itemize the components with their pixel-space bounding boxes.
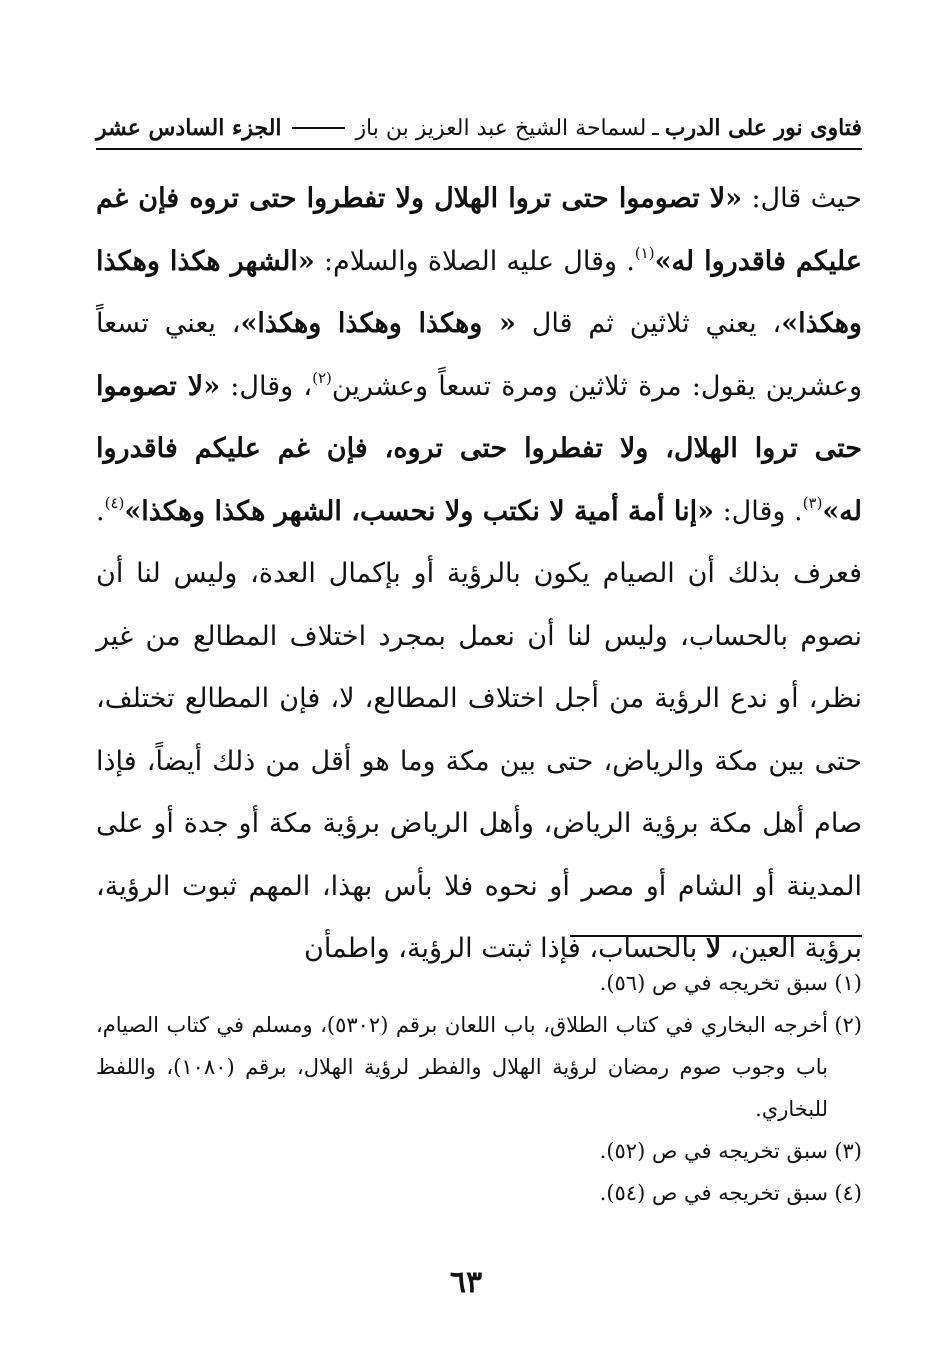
- footnote-separator: [570, 935, 862, 937]
- text-segment: ، يعني ثلاثين ثم قال: [515, 308, 782, 339]
- volume-part: الجزء السادس عشر: [96, 115, 282, 141]
- text-segment: . فعرف بذلك أن الصيام يكون بالرؤية أو بإكمال العدة، وليس لنا أن نصوم بالحساب، وليس لنا أن نعمل بمجرد اختلاف المطالع من غير نظر، أو ندع الرؤية من أجل اختلاف المطالع، لا، فإن المطالع تختلف، حتى بين مكة والرياض، حتى بين مكة وما هو أقل من ذلك أيضاً، فإذا صام أهل مكة برؤية الرياض، وأهل الرياض برؤية مكة أو جدة أو على المدينة أو الشام أو مصر أو نحوه فلا بأس بهذا، المهم ثبوت الرؤية، برؤية العين،: [95, 495, 862, 964]
- text-segment: ، يعني تسعاً وعشرين يقول: مرة ثلاثين ومرة تسعاً وعشرين: [96, 308, 863, 402]
- hadith-quote: «الشهر هكذا وهكذا وهكذا»: [96, 245, 862, 339]
- footnote-number: (٤): [834, 1181, 862, 1205]
- paragraph: [96, 168, 862, 981]
- footnote-item: [96, 962, 862, 1004]
- footnotes: [96, 962, 862, 1214]
- footnote-ref: (٤): [104, 493, 125, 512]
- footnote-text: سبق تخريجه في ص (٥٤).: [599, 1181, 828, 1205]
- author-name: لسماحة الشيخ عبد العزيز بن باز: [355, 115, 647, 141]
- text-segment: ، وقال:: [220, 370, 313, 402]
- hadith-quote: « وهكذا وهكذا وهكذا»: [240, 308, 516, 339]
- footnote-text: سبق تخريجه في ص (٥٢).: [599, 1139, 828, 1163]
- footnote-item: [96, 1130, 862, 1172]
- footnote-number: (١): [834, 971, 862, 995]
- footnote-item: [96, 1172, 862, 1214]
- main-text: [96, 168, 862, 981]
- hadith-quote: «لا تصوموا حتى تروا الهلال ولا تفطروا حتى تروه فإن غم عليكم فاقدروا له»: [96, 183, 862, 277]
- text-segment: . وقال:: [714, 495, 803, 527]
- hadith-quote: «إنا أمة أمية لا نكتب ولا نحسب، الشهر هكذا وهكذا»: [124, 495, 714, 527]
- footnote-ref: (٣): [802, 493, 823, 512]
- footnote-text: أخرجه البخاري في كتاب الطلاق، باب اللعان برقم (٥٣٠٢)، ومسلم في كتاب الصيام، باب وجوب صوم رمضان لرؤية الهلال والفطر لرؤية الهلال، برقم (١٠٨٠)، واللفظ للبخاري.: [96, 1013, 829, 1121]
- footnote-number: (٣): [834, 1139, 862, 1163]
- text-segment: . وقال عليه الصلاة والسلام:: [314, 245, 635, 277]
- text-segment: بالحساب، فإذا ثبتت الرؤية، واطمأن: [304, 933, 706, 964]
- page-number: ٦٣: [449, 1265, 483, 1300]
- hadith-quote: «لا تصوموا حتى تروا الهلال، ولا تفطروا حتى تروه، فإن غم عليكم فاقدروا له»: [96, 370, 862, 527]
- emphasis: لا: [705, 933, 722, 964]
- footnote-number: (٢): [834, 1013, 862, 1037]
- header-rule: [292, 127, 346, 129]
- footnote-text: سبق تخريجه في ص (٥٦).: [599, 971, 828, 995]
- footnote-ref: (٢): [312, 368, 332, 387]
- footnote-item: [96, 1004, 862, 1130]
- text-segment: حيث قال:: [742, 183, 862, 214]
- running-header: [96, 108, 862, 150]
- header-separator: ـ: [652, 115, 659, 141]
- footnote-ref: (١): [634, 243, 655, 262]
- book-title: فتاوى نور على الدرب: [664, 115, 862, 141]
